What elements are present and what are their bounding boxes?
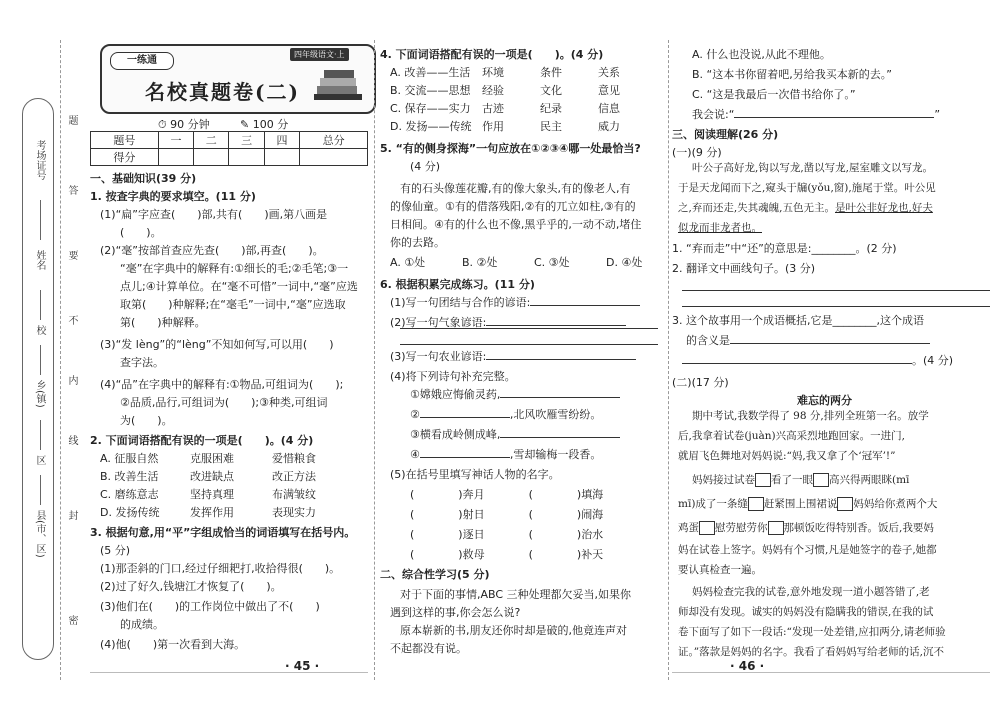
story-line: 期中考试,我数学得了 98 分,排列全班第一名。放学 bbox=[692, 410, 929, 422]
question-text[interactable]: (1)写一句团结与合作的谚语: bbox=[390, 296, 640, 309]
binding-label: 题 bbox=[66, 115, 77, 125]
district-field[interactable]: 区 bbox=[34, 455, 45, 465]
story-line: 证。”落款是妈妈的名字。我看了看妈妈写给老师的话,沉不 bbox=[678, 646, 944, 658]
clock-icon: ⏱ bbox=[158, 118, 167, 131]
section-heading: 二、综合性学习(5 分) bbox=[380, 568, 490, 581]
score-cell[interactable] bbox=[229, 149, 264, 166]
answer-line[interactable] bbox=[682, 306, 990, 307]
question-text[interactable]: 的含义是 bbox=[686, 334, 930, 347]
punctuation-box[interactable] bbox=[748, 497, 764, 511]
myth-row[interactable]: ( )救母 ( )补天 bbox=[410, 548, 604, 561]
story-line[interactable]: mī)成了一条缝 赶紧围上围裙说 妈妈给你煮两个大 bbox=[678, 498, 938, 510]
score-cell[interactable] bbox=[264, 149, 299, 166]
question-text[interactable]: (3)写一句农业谚语: bbox=[390, 350, 636, 363]
grade-badge: 四年级语文·上 bbox=[290, 48, 349, 61]
part-heading: (二)(17 分) bbox=[672, 376, 729, 389]
question-1: 1. 按查字典的要求填空。(11 分) bbox=[90, 190, 256, 203]
passage-line: 遇到这样的事,你会怎么说? bbox=[390, 606, 521, 619]
question-text[interactable]: 。(4 分) bbox=[682, 354, 953, 367]
punctuation-box[interactable] bbox=[837, 497, 853, 511]
question-text[interactable]: (1)那歪斜的门口,经过仔细耙打,收拾得很( )。 bbox=[100, 562, 341, 575]
poem-line[interactable]: ③横看成岭侧成峰, bbox=[410, 428, 620, 441]
story-line: 后,我拿着试卷(juàn)兴高采烈地跑回家。一进门, bbox=[678, 430, 905, 442]
page-46-column bbox=[672, 0, 1000, 707]
column-divider bbox=[374, 40, 375, 680]
binding-label: 密 bbox=[66, 615, 77, 625]
page-number: · 45 · bbox=[285, 659, 320, 673]
question-6: 6. 根据积累完成练习。(11 分) bbox=[380, 278, 535, 291]
answer-line[interactable] bbox=[682, 290, 990, 291]
page-title: 名校真题卷(二) bbox=[145, 80, 300, 104]
binding-label: 答 bbox=[66, 185, 77, 195]
classical-passage-line: 之,弃而还走,失其魂魄,五色无主。是叶公非好龙也,好夫 bbox=[678, 202, 933, 214]
story-line: 卷下面写了如下一段话:“发现一处差错,应扣两分,请老师验 bbox=[678, 626, 946, 638]
school-field[interactable]: 校 bbox=[34, 325, 45, 335]
question-text[interactable]: 为( )。 bbox=[120, 414, 173, 427]
passage-line: 日相间。④有的什么也不像,黑乎乎的,一动不动,堵住 bbox=[390, 218, 642, 231]
question-text[interactable]: 取第( )种解释;在“毫毛”一词中,“毫”应选取 bbox=[120, 298, 346, 311]
question-text: 点儿;④计算单位。在“毫不可惜”一词中,“毫”应选 bbox=[120, 280, 358, 293]
option-row[interactable]: B. 交流——思想 经验 文化 意见 bbox=[390, 84, 620, 97]
exam-id-field[interactable]: 考场证号 bbox=[34, 140, 45, 180]
question-text[interactable]: 1. “弃而走”中“还”的意思是:________。(2 分) bbox=[672, 242, 897, 255]
score-meta: ✎ 100 分 bbox=[240, 118, 289, 131]
name-field[interactable]: 姓名 bbox=[34, 250, 45, 270]
question-text: (4 分) bbox=[410, 160, 441, 173]
question-text: (4)将下列诗句补充完整。 bbox=[390, 370, 516, 383]
story-line: 妈在试卷上签字。妈妈有个习惯,凡是她签字的卷子,她都 bbox=[678, 544, 937, 556]
footer-rule bbox=[90, 672, 368, 673]
question-text[interactable]: (3)他们在( )的工作岗位中做出了不( ) bbox=[100, 600, 320, 613]
passage-line: 原本崭新的书,朋友还你时却是破的,他竟连声对 bbox=[400, 624, 627, 637]
binding-label: 要 bbox=[66, 250, 77, 260]
binding-label: 内 bbox=[66, 375, 77, 385]
option-row[interactable]: C. 保存——实力 古迹 纪录 信息 bbox=[390, 102, 620, 115]
question-text[interactable]: ( )。 bbox=[120, 226, 162, 239]
question-3: 3. 根据句意,用“平”字组成恰当的词语填写在括号内。 bbox=[90, 526, 356, 539]
time-meta: ⏱ 90 分钟 bbox=[158, 118, 210, 131]
myth-row[interactable]: ( )奔月 ( )填海 bbox=[410, 488, 604, 501]
question-text[interactable]: ②品质,品行,可组词为( );③种类,可组词 bbox=[120, 396, 328, 409]
passage-line: 你的去路。 bbox=[390, 236, 445, 249]
pen-icon: ✎ bbox=[240, 118, 250, 131]
question-text[interactable]: (2)“毫”按部首查应先查( )部,再查( )。 bbox=[100, 244, 324, 257]
option-row[interactable]: D. 发扬传统 发挥作用 表现实力 bbox=[100, 506, 316, 519]
question-text: “毫”在字典中的解释有:①细长的毛;②毛笔;③一 bbox=[120, 262, 349, 275]
series-banner: 一练通 bbox=[110, 52, 174, 70]
passage-line: 有的石头像莲花瓣,有的像大象头,有的像老人,有 bbox=[400, 182, 631, 195]
score-cell[interactable] bbox=[300, 149, 368, 166]
question-4: 4. 下面词语搭配有误的一项是( )。(4 分) bbox=[380, 48, 604, 61]
myth-row[interactable]: ( )射日 ( )闹海 bbox=[410, 508, 604, 521]
choice-option: A. 什么也没说,从此不理他。 bbox=[692, 48, 831, 61]
question-text[interactable]: (4)他( )第一次看到大海。 bbox=[100, 638, 246, 651]
binding-dashed-line bbox=[60, 40, 61, 680]
question-text: 查字法。 bbox=[120, 356, 164, 369]
page-45-column bbox=[90, 0, 378, 707]
classical-passage-line: 叶公子高好龙,钩以写龙,凿以写龙,屋室雕文以写龙。 bbox=[692, 162, 934, 174]
story-line: 要认真检查一遍。 bbox=[678, 564, 762, 576]
question-text[interactable]: 第( )种解释。 bbox=[120, 316, 206, 329]
binding-strip bbox=[0, 0, 90, 707]
poem-line[interactable]: ② ,北风吹雁雪纷纷。 bbox=[410, 408, 602, 421]
underlined-sentence: 似龙而非龙者也。 bbox=[678, 222, 762, 234]
option-row[interactable]: A. ①处 B. ②处 C. ③处 D. ④处 bbox=[390, 256, 643, 269]
classical-passage-line: 于是天龙闻而下之,窥头于牖(yǒu,窗),施尾于堂。叶公见 bbox=[678, 182, 936, 194]
story-line: 就眉飞色舞地对妈妈说:“妈,我又拿了个‘冠军’!” bbox=[678, 450, 896, 462]
county-field[interactable]: 县(市、区) bbox=[34, 510, 45, 558]
score-table: 题号 一 二 三 四 总分 得分 bbox=[90, 131, 368, 166]
question-text[interactable]: (3)“发 lèng”的“lèng”不知如何写,可以用( ) bbox=[100, 338, 334, 351]
passage-line: 对于下面的事情,ABC 三种处理都欠妥当,如果你 bbox=[400, 588, 632, 601]
question-text: (5)在括号里填写神话人物的名字。 bbox=[390, 468, 560, 481]
story-line[interactable]: 鸡蛋 慰劳慰劳你 那顿饭吃得特别香。饭后,我要妈 bbox=[678, 522, 934, 534]
question-text[interactable]: (2)过了好久,钱塘江才恢复了( )。 bbox=[100, 580, 282, 593]
punctuation-box[interactable] bbox=[768, 521, 784, 535]
question-2: 2. 下面词语搭配有误的一项是( )。(4 分) bbox=[90, 434, 314, 447]
option-row[interactable]: D. 发扬——传统 作用 民主 威力 bbox=[390, 120, 620, 133]
footer-rule bbox=[672, 672, 990, 673]
punctuation-box[interactable] bbox=[755, 473, 771, 487]
underlined-sentence: 是叶公非好龙也,好夫 bbox=[835, 202, 933, 214]
column-divider bbox=[668, 40, 669, 680]
answer-line[interactable] bbox=[400, 344, 658, 345]
question-text: 的成绩。 bbox=[120, 618, 164, 631]
story-line: 师却没有发现。诚实的妈妈没有隐瞒我的错误,在我的试 bbox=[678, 606, 934, 618]
passage-line: 的像仙童。①有的借落残阳,②有的兀立如柱,③有的 bbox=[390, 200, 636, 213]
story-line: 妈妈检查完我的试卷,意外地发现一道小题答错了,老 bbox=[692, 586, 930, 598]
binding-label: 线 bbox=[66, 435, 77, 445]
section-heading: 一、基础知识(39 分) bbox=[90, 172, 197, 185]
choice-option: B. “这本书你留着吧,另给我买本新的去。” bbox=[692, 68, 892, 81]
section-heading: 三、阅读理解(26 分) bbox=[672, 128, 779, 141]
punctuation-box[interactable] bbox=[813, 473, 829, 487]
passage-line: 不起都没有说。 bbox=[390, 642, 467, 655]
question-text[interactable]: (4)“品”在字典中的解释有:①物品,可组词为( ); bbox=[100, 378, 344, 391]
question-text: (5 分) bbox=[100, 544, 131, 557]
binding-label: 不 bbox=[66, 315, 77, 325]
question-text[interactable]: (1)“扁”字应查( )部,共有( )画,第八画是 bbox=[100, 208, 328, 221]
poem-line[interactable]: ①嫦娥应悔偷灵药, bbox=[410, 388, 620, 401]
question-5: 5. “有的侧身探海”一句应放在①②③④哪一处最恰当? bbox=[380, 142, 641, 155]
poem-line[interactable]: ④ ,雪却输梅一段香。 bbox=[410, 448, 602, 461]
option-row[interactable]: C. 磨练意志 坚持真理 布满皱纹 bbox=[100, 488, 316, 501]
township-field[interactable]: 乡(镇) bbox=[34, 380, 45, 408]
question-text: 2. 翻译文中画线句子。(3 分) bbox=[672, 262, 816, 275]
option-row[interactable]: A. 改善——生活 环境 条件 关系 bbox=[390, 66, 620, 79]
question-text[interactable]: 3. 这个故事用一个成语概括,它是________,这个成语 bbox=[672, 314, 924, 327]
binding-oval bbox=[22, 98, 54, 660]
choice-option: C. “这是我最后一次借书给你了。” bbox=[692, 88, 856, 101]
page-45-column-2 bbox=[380, 0, 670, 707]
question-text[interactable]: (2)写一句气象谚语: bbox=[390, 316, 626, 329]
binding-label: 封 bbox=[66, 510, 77, 520]
option-row[interactable]: B. 改善生活 改进缺点 改正方法 bbox=[100, 470, 316, 483]
books-icon bbox=[312, 66, 367, 106]
part-heading: (一)(9 分) bbox=[672, 146, 722, 159]
story-title: 难忘的两分 bbox=[797, 394, 852, 407]
score-cell[interactable] bbox=[158, 149, 193, 166]
page-number: · 46 · bbox=[730, 659, 765, 673]
story-line[interactable]: 妈妈接过试卷 看了一眼 高兴得两眼眯(mī bbox=[692, 474, 910, 486]
myth-row[interactable]: ( )逐日 ( )治水 bbox=[410, 528, 604, 541]
answer-line[interactable]: 我会说:“ ” bbox=[692, 108, 941, 121]
score-cell[interactable] bbox=[194, 149, 229, 166]
punctuation-box[interactable] bbox=[699, 521, 715, 535]
option-row[interactable]: A. 征服自然 克服困难 爱惜粮食 bbox=[100, 452, 316, 465]
